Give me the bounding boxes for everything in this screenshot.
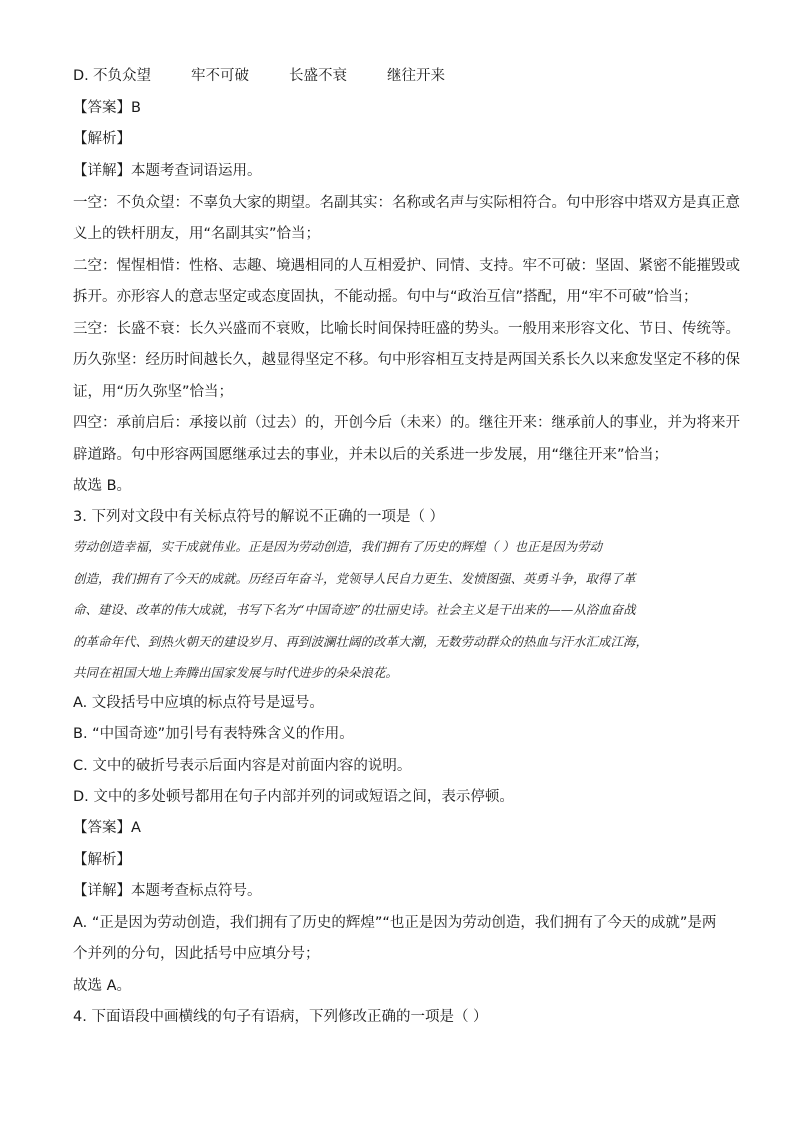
q3-option-b: B. “中国奇迹”加引号有表特殊含义的作用。 bbox=[73, 726, 354, 742]
q3-option-d: D. 文中的多处顿号都用在句子内部并列的词或短语之间，表示停顿。 bbox=[73, 789, 514, 805]
q2-detail-line: 拆开。亦形容人的意志坚定或态度固执，不能动摇。句中与“政治互信”搭配，用“牢不可破”恰当； bbox=[73, 289, 698, 305]
q2-detail-line: 故选 B。 bbox=[73, 478, 132, 494]
q2-option-d bbox=[73, 66, 445, 86]
q3-passage-line: 创造，我们拥有了今天的成就。历经百年奋斗，党领导人民自力更生、发愤图强、英勇斗争，取得了革 bbox=[73, 571, 636, 586]
q3-answer: 【答案】A bbox=[73, 820, 141, 836]
q2-detail-line: 二空：惺惺相惜：性格、志趣、境遇相同的人互相爱护、同情、支持。牢不可破：坚固、紧密不能摧毁或 bbox=[73, 258, 740, 274]
q3-passage-line: 命、建设、改革的伟大成就，书写下名为“中国奇迹”的壮丽史诗。社会主义是干出来的——从浴血奋战 bbox=[73, 602, 636, 617]
q3-detail-line: 故选 A。 bbox=[73, 978, 132, 994]
option-word: 继往开来 bbox=[387, 68, 445, 84]
q3-passage-line: 共同在祖国大地上奔腾出国家发展与时代进步的朵朵浪花。 bbox=[73, 665, 399, 680]
option-word: 长盛不衰 bbox=[289, 68, 347, 84]
q2-detail-line: 辟道路。句中形容两国愿继承过去的事业，并未以后的关系进一步发展，用“继往开来”恰当； bbox=[73, 447, 669, 463]
q2-detail-line: 一空：不负众望：不辜负大家的期望。名副其实：名称或名声与实际相符合。句中形容中塔双方是真正意 bbox=[73, 195, 740, 211]
option-word: 不负众望 bbox=[93, 68, 151, 84]
q3-detail-line: 个并列的分句，因此括号中应填分号； bbox=[73, 946, 320, 962]
option-word: 牢不可破 bbox=[191, 68, 249, 84]
q2-detail-line: 三空：长盛不衰：长久兴盛而不衰败，比喻长时间保持旺盛的势头。一般用来形容文化、节日、传统等。 bbox=[73, 321, 740, 337]
q4-stem: 4. 下面语段中画横线的句子有语病，下列修改正确的一项是（ ） bbox=[73, 1009, 488, 1025]
q3-passage-line: 劳动创造幸福，实干成就伟业。正是因为劳动创造，我们拥有了历史的辉煌（ ）也正是因为劳动 bbox=[73, 539, 602, 554]
q2-answer: 【答案】B bbox=[73, 100, 141, 116]
option-label: D. bbox=[73, 68, 89, 84]
q2-detail-line: 义上的铁杆朋友，用“名副其实”恰当； bbox=[73, 226, 321, 242]
q3-option-a: A. 文段括号中应填的标点符号是逗号。 bbox=[73, 695, 324, 711]
q2-detail-line: 历久弥坚：经历时间越长久，越显得坚定不移。句中形容相互支持是两国关系长久以来愈发坚定不移的保 bbox=[73, 352, 740, 368]
q3-option-c: C. 文中的破折号表示后面内容是对前面内容的说明。 bbox=[73, 758, 412, 774]
q3-analysis-heading: 【解析】 bbox=[73, 852, 131, 868]
q3-passage-line: 的革命年代、到热火朝天的建设岁月、再到波澜壮阔的改革大潮，无数劳动群众的热血与汗水汇成江海， bbox=[73, 634, 649, 649]
q2-detail-line: 证，用“历久弥坚”恰当； bbox=[73, 384, 234, 400]
q2-analysis-heading: 【解析】 bbox=[73, 131, 131, 147]
q3-detail-line: 【详解】本题考查标点符号。 bbox=[73, 883, 262, 899]
q3-detail-line: A. “正是因为劳动创造，我们拥有了历史的辉煌”“也正是因为劳动创造，我们拥有了今天的成就”是两 bbox=[73, 915, 717, 931]
q2-detail-line: 四空：承前启后：承接以前（过去）的，开创今后（未来）的。继往开来：继承前人的事业，并为将来开 bbox=[73, 415, 740, 431]
q2-detail-line: 【详解】本题考查词语运用。 bbox=[73, 163, 262, 179]
q3-stem: 3. 下列对文段中有关标点符号的解说不正确的一项是（ ） bbox=[73, 509, 445, 525]
